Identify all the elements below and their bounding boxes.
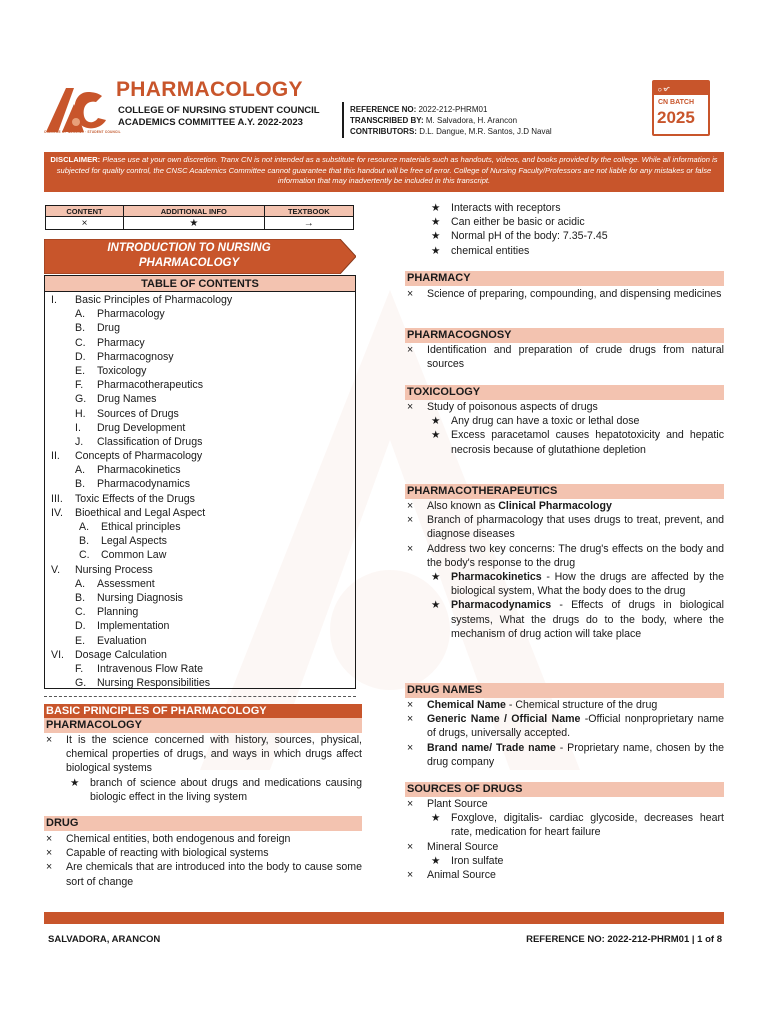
toc-entry-number: V. (51, 563, 61, 576)
legend-symbol-additional: ★ (124, 217, 265, 230)
toc-entry-number: C. (79, 549, 90, 562)
org-line-1: COLLEGE OF NURSING STUDENT COUNCIL (118, 105, 320, 116)
toc-entry-label: Toxic Effects of the Drugs (75, 492, 195, 505)
content-marker-icon: × (407, 500, 414, 512)
toc-entry (45, 520, 355, 534)
toc-entry-label: Basic Principles of Pharmacology (75, 294, 233, 306)
intro-banner (44, 239, 356, 274)
toc-entry-label: Sources of Drugs (97, 407, 179, 420)
toc-entry-label: Concepts of Pharmacology (75, 450, 203, 463)
contributors-label: CONTRIBUTORS: (350, 127, 417, 136)
toc-entry-label: Drug (97, 322, 120, 335)
content-marker-icon: × (46, 833, 53, 845)
drug-names-body (405, 698, 724, 769)
pharmacotherapeutics-body (405, 499, 724, 641)
toc-list (45, 292, 355, 690)
toc-entry-label: Common Law (101, 549, 167, 562)
list-item: × Address two key concerns: The drug's effects on the body and the body's response to the drug (407, 542, 724, 569)
list-subitem: ★ Excess paracetamol causes hepatotoxicity and hepatic necrosis because of glutathione depletion (431, 429, 724, 456)
content-marker-icon: × (407, 741, 414, 754)
list-item: × Identification and preparation of crude drugs from natural sources (407, 344, 724, 371)
content-marker-icon: × (407, 713, 414, 726)
list-item: × Are chemicals that are introduced into the body to cause some sort of change (46, 861, 362, 888)
reference-block (350, 104, 552, 137)
list-item: × Mineral Source (407, 840, 499, 853)
legend-header-content: CONTENT (46, 206, 124, 217)
drug-header: DRUG (44, 816, 362, 831)
pharmacology-header: PHARMACOLOGY (44, 718, 362, 733)
toc-entry-label: Intravenous Flow Rate (97, 662, 203, 675)
content-marker-icon: × (46, 847, 53, 860)
list-item: × Study of poisonous aspects of drugs (407, 401, 598, 413)
toc-entry-number: A. (75, 464, 86, 477)
list-item: × Animal Source (407, 869, 496, 882)
star-icon: ★ (431, 415, 441, 428)
toc-entry-label: Legal Aspects (101, 535, 167, 548)
toc-entry-label: Pharmacognosy (97, 350, 174, 363)
legend-symbol-content: × (46, 217, 124, 230)
document-header (44, 78, 724, 142)
content-marker-icon: × (407, 798, 414, 810)
content-marker-icon: × (407, 401, 414, 413)
content-marker-icon: × (407, 542, 414, 555)
list-item: × Chemical entities, both endogenous and foreign (46, 833, 291, 845)
toc-entry-label: Dosage Calculation (75, 648, 167, 661)
toc-entry-number: G. (75, 393, 87, 406)
toc-entry-label: Nursing Diagnosis (97, 591, 183, 604)
drug-names-header: DRUG NAMES (405, 683, 724, 698)
toc-entry-number: E. (75, 364, 86, 377)
toc-entry-label: Bioethical and Legal Aspect (75, 506, 206, 519)
toc-entry-number: II. (51, 450, 60, 463)
batch-label: CN BATCH (658, 99, 695, 106)
cnsc-logo-icon (44, 82, 116, 136)
pharmacognosy-body (405, 343, 724, 371)
toc-entry-label: Drug Development (97, 421, 186, 434)
drug-body (44, 832, 362, 889)
document-title: PHARMACOLOGY (116, 78, 303, 101)
list-subitem: ★ Pharmacodynamics - Effects of drugs in biological systems, What the drugs do to the body, where the mechanism of drug action will take place (431, 599, 724, 640)
toc-entry (45, 676, 355, 690)
toc-title: TABLE OF CONTENTS (45, 276, 355, 292)
toc-entry-number: B. (75, 478, 86, 491)
toc-entry (45, 350, 355, 364)
content-marker-icon: × (407, 514, 414, 527)
toc-entry-number: B. (75, 322, 86, 335)
list-subitem: ★ Pharmacokinetics - How the drugs are affected by the biological system, What the body does to the drug (431, 571, 724, 598)
list-subitem: ★ Interacts with receptors (431, 202, 561, 214)
list-item: × Also known as Clinical Pharmacology (407, 500, 612, 512)
star-icon: ★ (431, 244, 441, 257)
toc-entry (45, 407, 355, 421)
legend-header-additional: ADDITIONAL INFO (124, 206, 265, 217)
toc-entry-label: Implementation (97, 620, 170, 633)
toc-entry-number: F. (75, 662, 84, 675)
toc-entry (45, 336, 355, 350)
toc-entry (45, 378, 355, 392)
toc-entry (45, 563, 355, 577)
batch-top-text: ᜀ ᜋ (658, 87, 670, 93)
transcribed-value: M. Salvadora, H. Arancon (425, 116, 518, 125)
batch-year: 2025 (657, 108, 695, 127)
list-item: × Plant Source (407, 798, 488, 810)
toc-entry-number: C. (75, 606, 86, 619)
list-item: × It is the science concerned with history, sources, physical, chemical properties of drugs, and ways in which drugs affect biological systems (46, 734, 362, 775)
toc-entry-label: Pharmacotherapeutics (97, 379, 203, 392)
toc-entry-number: F. (75, 379, 84, 392)
contributors-value: D.L. Dangue, M.R. Santos, J.D Naval (419, 127, 552, 136)
list-item: × Chemical Name - Chemical structure of the drug (407, 699, 658, 711)
toc-entry-number: C. (75, 336, 86, 349)
footer-bar (44, 912, 724, 924)
toc-entry-number: J. (75, 435, 84, 448)
list-item: × Capable of reacting with biological systems (46, 847, 269, 860)
star-icon: ★ (431, 202, 441, 214)
list-subitem: ★ Can either be basic or acidic (431, 216, 585, 229)
toxicology-body (405, 400, 724, 457)
footer-reference: REFERENCE NO: 2022-212-PHRM01 | 1 of 8 (526, 934, 722, 945)
reference-label: REFERENCE NO: (350, 105, 417, 114)
content-marker-icon: × (407, 840, 414, 853)
toc-entry-number: D. (75, 350, 86, 363)
toc-entry (45, 421, 355, 435)
star-icon: ★ (431, 599, 441, 612)
list-subitem: ★ Normal pH of the body: 7.35-7.45 (431, 230, 608, 243)
toxicology-header: TOXICOLOGY (405, 385, 724, 400)
toc-entry (45, 392, 355, 406)
toc-entry (45, 605, 355, 619)
toc-entry (45, 648, 355, 662)
toc-entry-label: Planning (97, 606, 139, 619)
toc-entry-number: A. (75, 308, 86, 321)
toc-entry-number: G. (75, 677, 87, 690)
pharmacy-body (405, 287, 724, 301)
list-subitem: ★ branch of science about drugs and medications causing biologic effect in the living system (70, 776, 362, 803)
content-marker-icon: × (407, 344, 414, 356)
intro-title-line1: INTRODUCTION TO NURSING (107, 242, 271, 254)
toc-entry-number: D. (75, 620, 86, 633)
toc-entry (45, 634, 355, 648)
toc-entry-label: Toxicology (97, 364, 147, 377)
toc-entry-label: Classification of Drugs (97, 435, 203, 448)
content-marker-icon: × (407, 288, 414, 300)
toc-entry-label: Nursing Responsibilities (97, 677, 211, 690)
toc-entry-number: III. (51, 492, 63, 505)
legend-table (45, 205, 354, 230)
toc-entry-number: A. (79, 521, 90, 533)
toc-entry-label: Pharmacology (97, 308, 165, 321)
toc-entry (45, 548, 355, 562)
toc-entry-label: Assessment (97, 577, 155, 590)
pharmacotherapeutics-header: PHARMACOTHERAPEUTICS (405, 484, 724, 499)
pharmacognosy-header: PHARMACOGNOSY (405, 328, 724, 343)
sources-of-drugs-header: SOURCES OF DRUGS (405, 782, 724, 797)
toc-entry-number: A. (75, 577, 86, 590)
toc-entry-label: Pharmacodynamics (97, 478, 191, 491)
list-item: × Science of preparing, compounding, and dispensing medicines (407, 288, 722, 300)
toc-entry-label: Drug Names (97, 393, 157, 406)
list-item: × Branch of pharmacology that uses drugs to treat, prevent, and diagnose diseases (407, 514, 724, 541)
toc-entry-number: B. (75, 591, 86, 604)
toc-entry-number: E. (75, 634, 86, 647)
toc-entry (45, 364, 355, 378)
pharmacology-body (44, 733, 362, 804)
toc-entry-number: I. (51, 294, 57, 306)
toc-entry (45, 506, 355, 520)
toc-entry-label: Ethical principles (101, 521, 181, 533)
cn-batch-badge (652, 80, 710, 136)
content-marker-icon: × (46, 861, 53, 874)
list-item: × Generic Name / Official Name -Official nonproprietary name of drugs, universally accepted. (407, 713, 724, 740)
basic-principles-header: BASIC PRINCIPLES OF PHARMACOLOGY (44, 704, 362, 719)
toc-entry (45, 619, 355, 633)
section-divider (44, 696, 356, 697)
list-subitem: ★ Foxglove, digitalis- cardiac glycoside, decreases heart rate, medication for heart failure (431, 812, 724, 839)
list-subitem: ★ chemical entities (431, 244, 530, 257)
toc-entry (45, 577, 355, 591)
toc-entry-number: H. (75, 407, 86, 420)
toc-entry (45, 321, 355, 335)
star-icon: ★ (431, 230, 441, 243)
header-divider (342, 102, 344, 138)
sources-body (405, 797, 724, 882)
toc-entry-label: Nursing Process (75, 563, 153, 576)
toc-entry-label: Pharmacy (97, 336, 145, 349)
content-marker-icon: × (46, 734, 53, 746)
legend-symbol-textbook: → (264, 217, 353, 230)
toc-entry-number: IV. (51, 506, 63, 519)
drug-continued (405, 201, 724, 258)
org-line-2: ACADEMICS COMMITTEE A.Y. 2022-2023 (118, 117, 303, 128)
toc-entry (45, 492, 355, 506)
toc-entry-number: B. (79, 535, 90, 548)
list-subitem: ★ Iron sulfate (431, 854, 504, 867)
star-icon: ★ (431, 216, 441, 229)
pharmacy-header: PHARMACY (405, 271, 724, 286)
star-icon: ★ (431, 812, 441, 825)
intro-title-line2: PHARMACOLOGY (138, 257, 240, 269)
toc-entry-number: VI. (51, 648, 64, 661)
disclaimer-box (44, 152, 724, 192)
reference-value: 2022-212-PHRM01 (418, 105, 488, 114)
star-icon: ★ (431, 429, 441, 442)
star-icon: ★ (70, 776, 80, 789)
list-item: × Brand name/ Trade name - Proprietary name, chosen by the drug company (407, 741, 724, 768)
toc-entry (45, 449, 355, 463)
toc-entry (45, 435, 355, 449)
list-subitem: ★ Any drug can have a toxic or lethal dose (431, 415, 640, 428)
toc-entry (45, 662, 355, 676)
toc-entry-label: Pharmacokinetics (97, 464, 181, 477)
toc-entry-label: Evaluation (97, 634, 147, 647)
star-icon: ★ (431, 571, 441, 584)
disclaimer-text: Please use at your own discretion. Tranx CN is not intended as a substitute for resource materials such as handouts, videos, and books provided by the college. While all information is subjected for quality control, the CNSC Academics Committee cannot guarantee that this handout will be free of error. College of Nursing Faculty/Professors are not liable for any mistakes or false information that may inadvertently be included in this transcript. (56, 155, 718, 185)
star-icon: ★ (431, 854, 441, 867)
toc-entry (45, 591, 355, 605)
content-marker-icon: × (407, 699, 414, 711)
toc-entry-number: I. (75, 421, 81, 434)
footer-authors: SALVADORA, ARANCON (48, 934, 161, 945)
legend-header-textbook: TEXTBOOK (264, 206, 353, 217)
toc-entry (45, 463, 355, 477)
content-marker-icon: × (407, 869, 414, 882)
logo-caption: COLLEGE OF NURSING · STUDENT COUNCIL (44, 130, 121, 134)
transcribed-label: TRANSCRIBED BY: (350, 116, 424, 125)
disclaimer-label: DISCLAIMER: (50, 155, 101, 164)
toc-entry (45, 477, 355, 491)
toc-entry (45, 307, 355, 321)
table-of-contents (44, 275, 356, 689)
toc-entry (45, 293, 355, 307)
toc-entry (45, 534, 355, 548)
